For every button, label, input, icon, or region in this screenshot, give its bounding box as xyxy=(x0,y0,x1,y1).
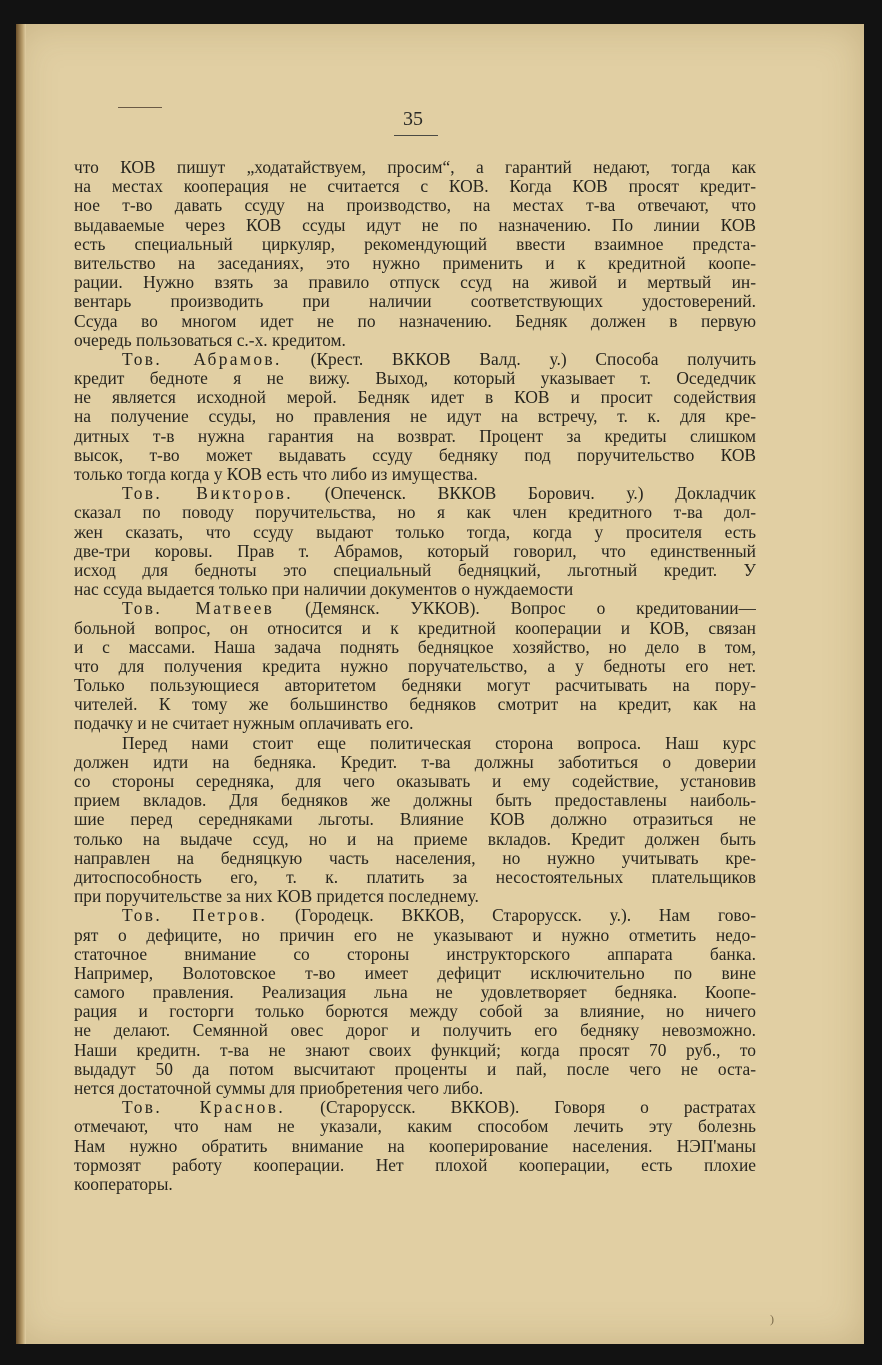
text-line xyxy=(74,676,756,695)
line-text: не делают. Семянной овес дорог и получить его бедняку невозможно. xyxy=(74,1021,756,1041)
text-line xyxy=(74,599,756,618)
text-line xyxy=(74,657,756,676)
line-text: подачку и не считает нужным оплачивать его. xyxy=(74,714,414,734)
text-line xyxy=(74,619,756,638)
top-left-rule xyxy=(118,107,162,108)
line-text: Нам нужно обратить внимание на кооперирование населения. НЭП'маны xyxy=(74,1136,756,1156)
text-line xyxy=(74,561,756,580)
line-text: вительство на заседаниях, это нужно применить и к кредитной коопе- xyxy=(74,253,756,273)
text-line xyxy=(74,158,756,177)
line-text: кредит бедноте я не вижу. Выход, который указывает т. Оседедчик xyxy=(74,369,756,389)
line-text: есть специальный циркуляр, рекомендующий ввести взаимное предста- xyxy=(74,234,756,254)
text-line xyxy=(74,196,756,215)
line-text: Только пользующиеся авторитетом бедняки могут расчитывать на пору- xyxy=(74,676,756,696)
line-text: больной вопрос, он относится и к кредитной кооперации и КОВ, связан xyxy=(74,618,756,638)
text-line xyxy=(74,235,756,254)
line-text: направлен на бедняцкую часть населения, но нужно учитывать кре- xyxy=(74,848,756,868)
line-text: и с массами. Наша задача поднять бедняцкое хозяйство, но дело в том, xyxy=(74,637,756,657)
line-text: дитных т-в нужна гарантия на возврат. Процент за кредиты слишком xyxy=(74,426,756,446)
text-line xyxy=(74,273,756,292)
text-line xyxy=(74,1156,756,1175)
text-line xyxy=(74,868,756,887)
text-line xyxy=(74,331,756,350)
text-line xyxy=(74,887,756,906)
line-text: нас ссуда выдается только при наличии документов о нуждаемости xyxy=(74,580,574,600)
line-text: самого правления. Реализация льна не удовлетворяет бедняка. Коопе- xyxy=(74,983,756,1003)
line-text: выдаваемые через КОВ ссуды идут не по назначению. По линии КОВ xyxy=(74,215,756,235)
text-line xyxy=(74,446,756,465)
line-text: дитоспособность его, т. к. платить за несостоятельных плательщиков xyxy=(74,867,756,887)
line-text: со стороны середняка, для чего оказывать и ему содействие, установив xyxy=(74,772,756,791)
text-line xyxy=(74,407,756,426)
text-line xyxy=(74,964,756,983)
line-text: (Крест. ВККОВ Валд. у.) Способа получить xyxy=(281,349,756,369)
line-text: что для получения кредита нужно поручательство, а у бедноты его нет. xyxy=(74,656,756,676)
text-line xyxy=(74,983,756,1002)
book-page xyxy=(16,24,864,1344)
line-text: статочное внимание со стороны инструкторского аппарата банка. xyxy=(74,944,756,964)
text-line xyxy=(74,1117,756,1136)
line-text: (Демянск. УККОВ). Вопрос о кредитовании— xyxy=(274,599,756,619)
text-line xyxy=(74,1002,756,1021)
text-line xyxy=(74,945,756,964)
book-spine-shadow xyxy=(16,24,26,1344)
text-line xyxy=(74,542,756,561)
line-text: только на выдаче ссуд, но и на приеме вкладов. Кредит должен быть xyxy=(74,829,756,849)
text-line xyxy=(74,254,756,273)
text-line xyxy=(74,523,756,542)
text-line xyxy=(74,734,756,753)
text-line xyxy=(74,714,756,733)
text-line xyxy=(74,312,756,331)
line-text: что КОВ пишут „ходатайствуем, просим“, а гарантий недают, тогда как xyxy=(74,158,756,177)
text-line xyxy=(74,772,756,791)
text-line xyxy=(74,1079,756,1098)
text-line xyxy=(74,369,756,388)
text-line xyxy=(74,427,756,446)
speaker-name: Тов. Викторов. xyxy=(122,484,294,504)
page-number: 35 xyxy=(403,108,423,130)
line-text: на получение ссуды, но правления не идут на встречу, т. к. для кре- xyxy=(74,407,756,427)
corner-mark: ) xyxy=(770,1312,774,1326)
line-text: нется достаточной суммы для приобретения чего либо. xyxy=(74,1079,484,1098)
text-line xyxy=(74,388,756,407)
line-text: очередь пользоваться с.-х. кредитом. xyxy=(74,330,346,350)
line-text: вентарь производить при наличии соответствующих удостоверений. xyxy=(74,292,756,312)
line-text: должен идти на бедняка. Кредит. т-ва должны заботиться о доверии xyxy=(74,752,756,772)
text-line xyxy=(74,503,756,522)
speaker-name: Тов. Абрамов. xyxy=(122,349,282,369)
line-text: рация и госторги только борются между собой за влияние, но ничего xyxy=(74,1002,756,1022)
text-line xyxy=(74,810,756,829)
text-line xyxy=(74,849,756,868)
line-text: Например, Волотовское т-во имеет дефицит исключительно по вине xyxy=(74,963,756,983)
text-line xyxy=(74,1041,756,1060)
line-text: отмечают, что нам не указали, каким способом лечить эту болезнь xyxy=(74,1117,756,1137)
text-line xyxy=(74,695,756,714)
line-text: Ссуда во многом идет не по назначению. Бедняк должен в первую xyxy=(74,311,756,331)
speaker-name: Тов. Матвеев xyxy=(122,599,275,619)
text-line xyxy=(74,580,756,599)
line-text: (Старорусск. ВККОВ). Говоря о растратах xyxy=(285,1098,756,1118)
text-line xyxy=(74,791,756,810)
line-text: только тогда когда у КОВ есть что либо из имущества. xyxy=(74,465,478,484)
speaker-name: Тов. Петров. xyxy=(122,906,268,926)
text-block xyxy=(74,158,756,1194)
text-line xyxy=(74,830,756,849)
line-text: исход для бедноты это специальный бедняцкий, льготный кредит. У xyxy=(74,560,756,580)
text-line xyxy=(74,484,756,503)
line-text: высок, т-во может выдавать ссуду бедняку под поручительство КОВ xyxy=(74,445,756,465)
line-text: рации. Нужно взять за правило отпуск ссуд на живой и мертвый ин- xyxy=(74,273,756,293)
speaker-name: Тов. Краснов. xyxy=(122,1098,286,1118)
text-line xyxy=(74,926,756,945)
text-line xyxy=(74,1098,756,1117)
text-line xyxy=(74,638,756,657)
text-line xyxy=(74,465,756,484)
text-line xyxy=(74,292,756,311)
line-text: ное т-во давать ссуду на производство, на местах т-ва отвечают, что xyxy=(74,196,756,216)
line-text: сказал по поводу поручительства, но я как член кредитного т-ва дол- xyxy=(74,503,756,523)
line-text: кооператоры. xyxy=(74,1174,173,1194)
page-number-rule xyxy=(394,135,438,136)
text-line xyxy=(74,350,756,369)
line-text: прием вкладов. Для бедняков же должны быть предоставлены наиболь- xyxy=(74,791,756,811)
line-text: (Городецк. ВККОВ, Старорусск. у.). Нам гово- xyxy=(267,906,756,926)
line-text: жен сказать, что ссуду выдают только тогда, когда у просителя есть xyxy=(74,522,756,542)
text-line xyxy=(74,1137,756,1156)
line-text: шие перед середняками льготы. Влияние КОВ должно отразиться не xyxy=(74,810,756,830)
text-line xyxy=(74,1060,756,1079)
line-text: при поручительстве за них КОВ придется последнему. xyxy=(74,887,479,907)
line-text: выдадут 50 да потом высчитают проценты и пай, после чего не оста- xyxy=(74,1059,756,1079)
line-text: две-три коровы. Прав т. Абрамов, который говорил, что единственный xyxy=(74,541,756,561)
text-line xyxy=(74,1021,756,1040)
line-text: на местах кооперация не считается с КОВ. Когда КОВ просят кредит- xyxy=(74,177,756,197)
line-text: (Опеченск. ВККОВ Борович. у.) Докладчик xyxy=(293,484,756,504)
line-text: не является исходной мерой. Бедняк идет в КОВ и просит содействия xyxy=(74,388,756,408)
line-text: рят о дефиците, но причин его не указывают и нужно отметить недо- xyxy=(74,925,756,945)
line-text: Перед нами стоит еще политическая сторона вопроса. Наш курс xyxy=(122,733,756,753)
text-line xyxy=(74,216,756,235)
text-line xyxy=(74,177,756,196)
text-line xyxy=(74,1175,756,1194)
text-line xyxy=(74,753,756,772)
text-line xyxy=(74,906,756,925)
line-text: чителей. К тому же большинство бедняков смотрит на кредит, как на xyxy=(74,695,756,715)
line-text: Наши кредитн. т-ва не знают своих функций; когда просят 70 руб., то xyxy=(74,1040,756,1060)
line-text: тормозят работу кооперации. Нет плохой кооперации, есть плохие xyxy=(74,1155,756,1175)
